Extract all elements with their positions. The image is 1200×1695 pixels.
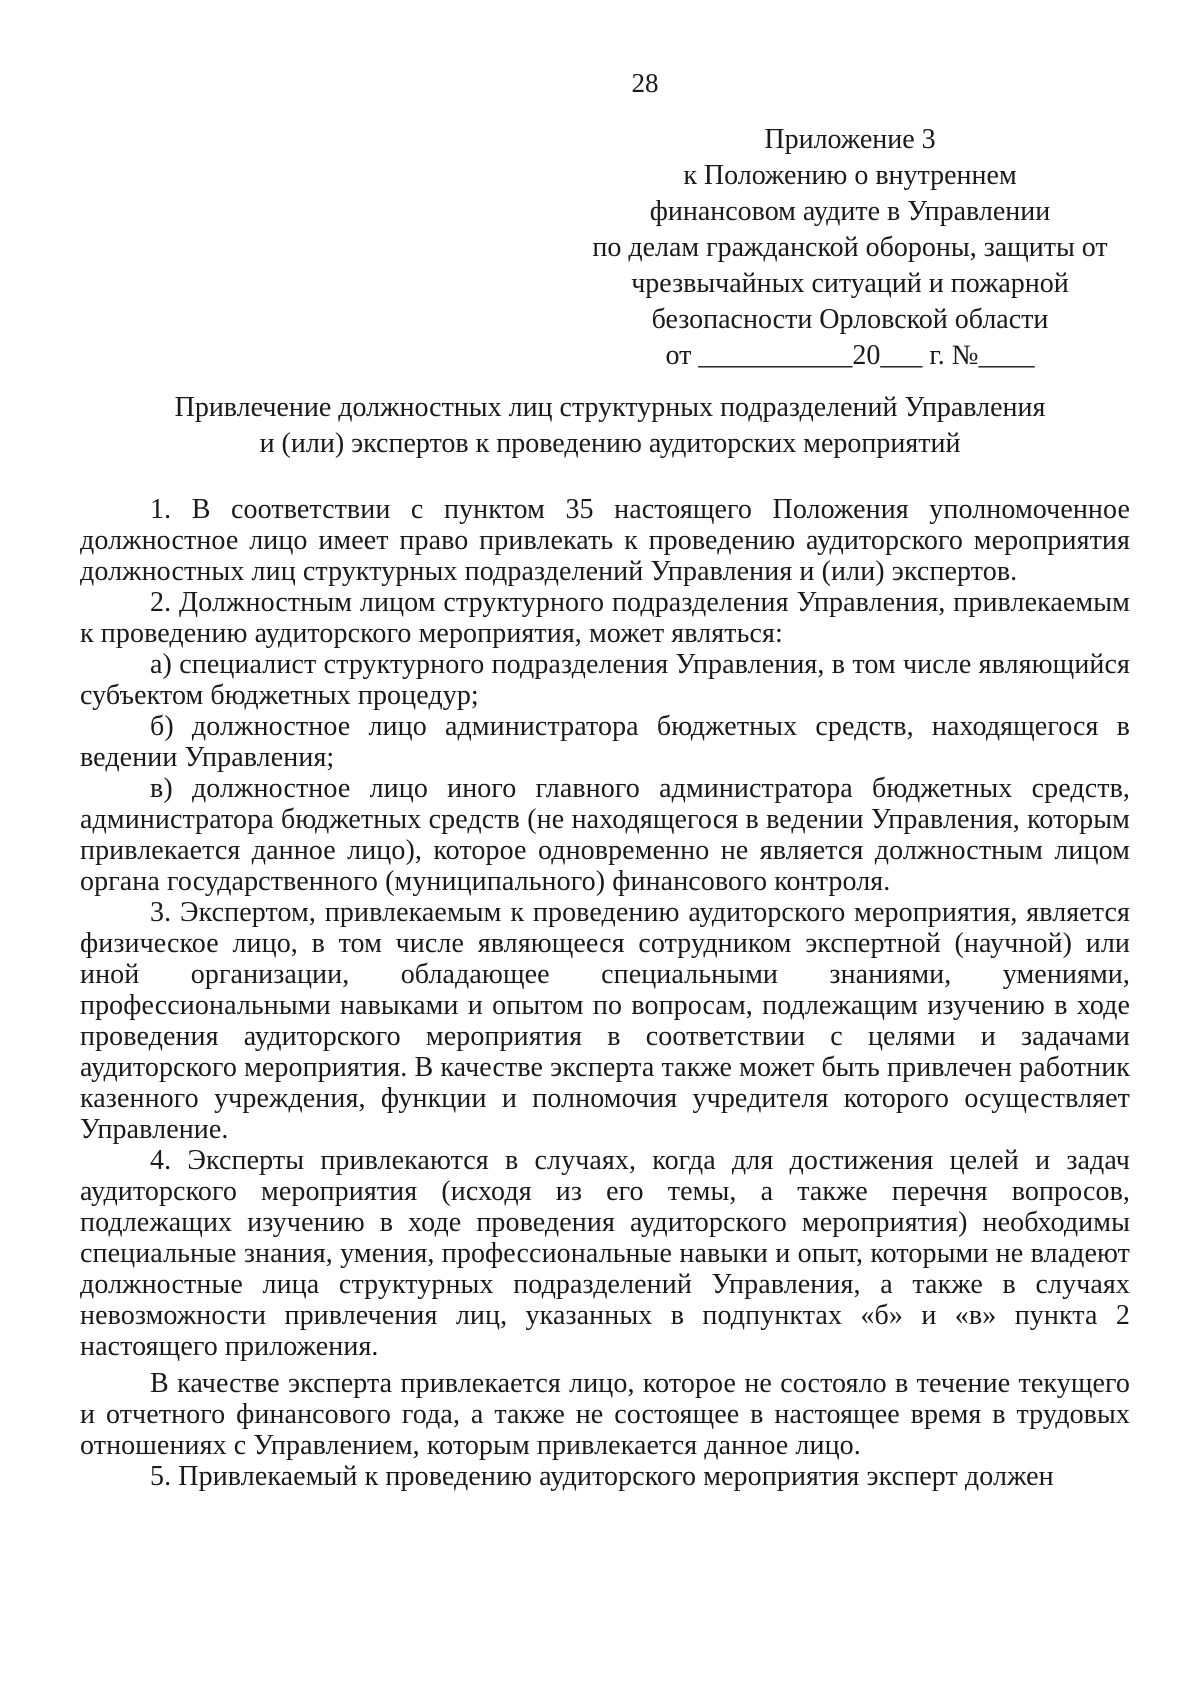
page-number: 28 (631, 68, 659, 98)
title-line: и (или) экспертов к проведению аудиторских мероприятий (259, 428, 961, 459)
document-title (110, 390, 1110, 462)
paragraph-1: 1. В соответствии с пунктом 35 настоящего Положения уполномоченное должностное лицо имеет право привлекать к проведению аудиторского мероприятия должностных лиц структурных подразделений Управления и (или) экспертов. (80, 494, 1130, 587)
paragraph-4: 4. Эксперты привлекаются в случаях, когда для достижения целей и задач аудиторского мероприятия (исходя из его темы, а также перечня вопросов, подлежащих изучению в ходе проведения аудиторского мероприятия) необходимы специальные знания, умения, профессиональные навыки и опыт, которыми не владеют должностные лица структурных подразделений Управления, а также в случаях невозможности привлечения лиц, указанных в подпунктах «б» и «в» пункта 2 настоящего приложения. (80, 1145, 1130, 1362)
appendix-line: к Положению о внутреннем (683, 160, 1017, 191)
appendix-date-line: от ___________20___ г. №____ (665, 340, 1035, 371)
paragraph-5: 5. Привлекаемый к проведению аудиторского мероприятия эксперт должен (150, 1461, 1054, 1492)
appendix-line: финансовом аудите в Управлении (649, 196, 1051, 227)
paragraph-4-continued: В качестве эксперта привлекается лицо, которое не состояло в течение текущего и отчетного финансового года, а также не состоящее в настоящее время в трудовых отношениях с Управлением, которым привлекается данное лицо. (80, 1368, 1130, 1461)
paragraph-2b: б) должностное лицо администратора бюджетных средств, находящегося в ведении Управления; (80, 711, 1130, 773)
paragraph-2: 2. Должностным лицом структурного подразделения Управления, привлекаемым к проведению аудиторского мероприятия, может являться: (80, 587, 1130, 649)
appendix-header (570, 122, 1130, 374)
paragraph-3: 3. Экспертом, привлекаемым к проведению аудиторского мероприятия, является физическое лицо, в том числе являющееся сотрудником экспертной (научной) или иной организации, обладающее специальными знаниями, умениями, профессиональными навыками и опытом по вопросам, подлежащим изучению в ходе проведения аудиторского мероприятия в соответствии с целями и задачами аудиторского мероприятия. В качестве эксперта также может быть привлечен работник казенного учреждения, функции и полномочия учредителя которого осуществляет Управление. (80, 897, 1130, 1145)
title-line: Привлечение должностных лиц структурных подразделений Управления (174, 392, 1046, 423)
paragraph-2a: а) специалист структурного подразделения Управления, в том числе являющийся субъектом бюджетных процедур; (80, 649, 1130, 711)
appendix-line: по делам гражданской обороны, защиты от (592, 232, 1108, 263)
appendix-line: Приложение 3 (764, 124, 936, 155)
paragraph-2c: в) должностное лицо иного главного администратора бюджетных средств, администратора бюджетных средств (не находящегося в ведении Управления, которым привлекается данное лицо), которое одновременно не является должностным лицом органа государственного (муниципального) финансового контроля. (80, 773, 1130, 897)
document-body (80, 494, 1130, 1492)
appendix-line: безопасности Орловской области (651, 304, 1049, 335)
appendix-line: чрезвычайных ситуаций и пожарной (631, 268, 1069, 299)
